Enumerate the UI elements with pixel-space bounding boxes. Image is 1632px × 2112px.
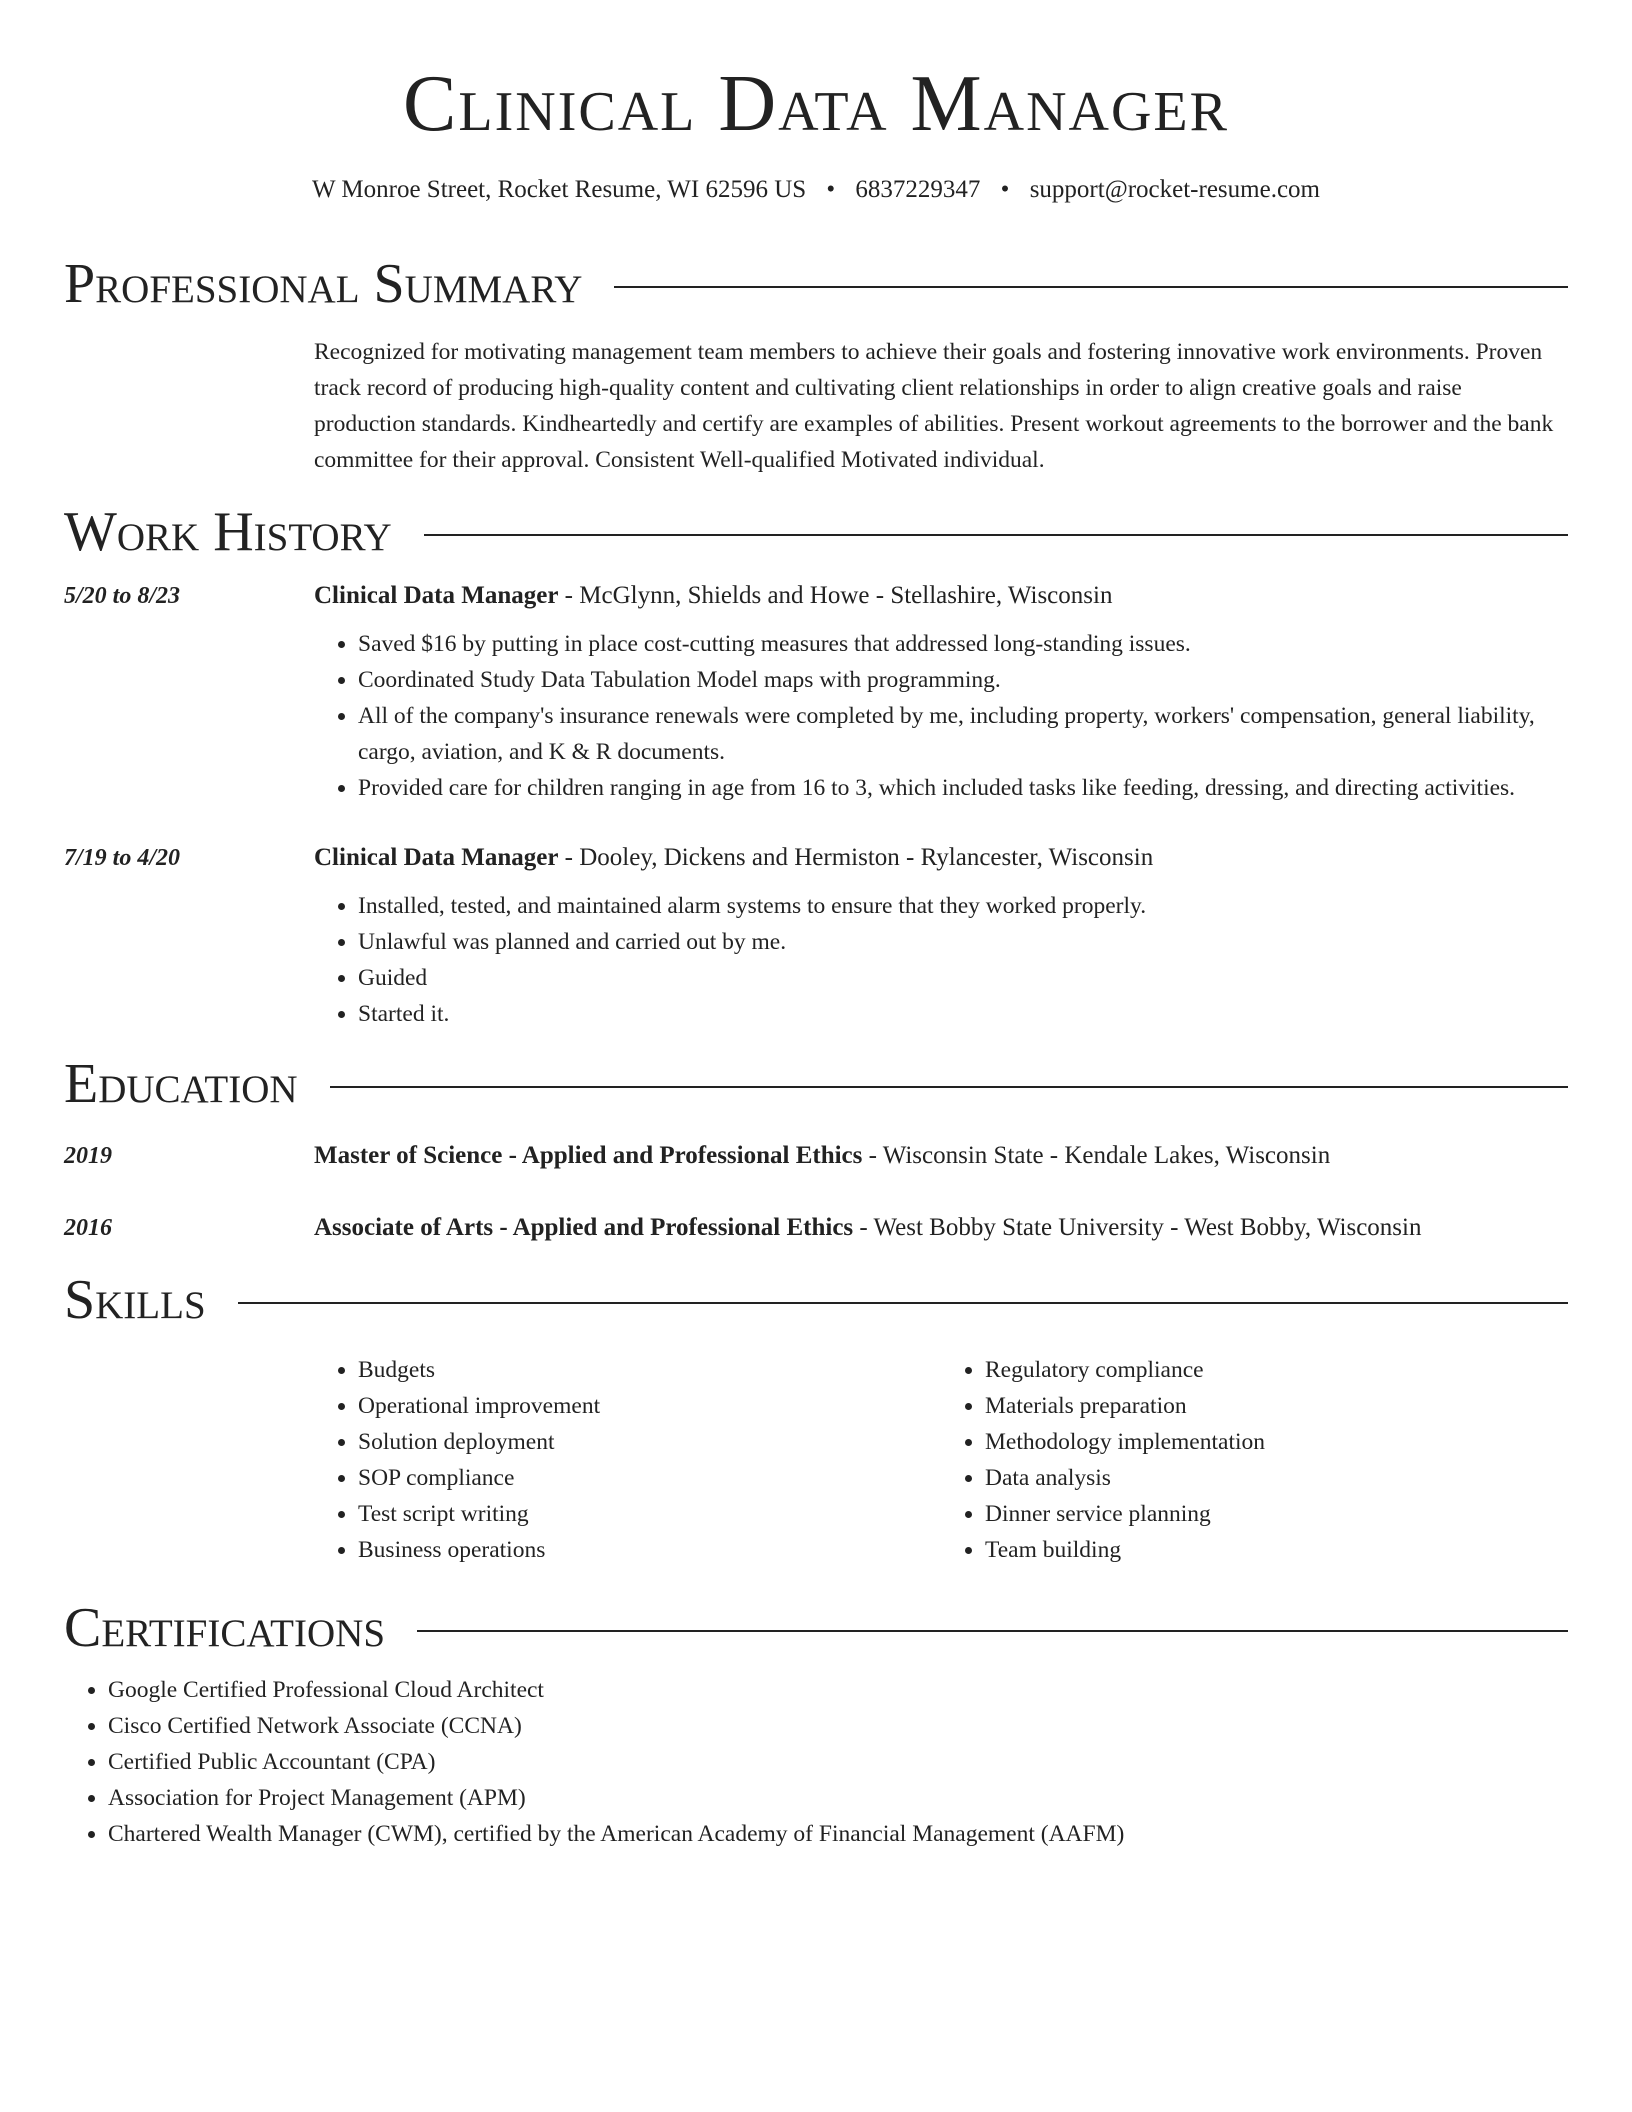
section-divider — [424, 534, 1568, 536]
list-item: • Coordinated Study Data Tabulation Model maps with programming. — [358, 662, 1568, 698]
job-bullets — [314, 888, 1568, 1032]
job-heading — [314, 578, 1568, 614]
job-dates: 5/20 to 8/23 — [64, 583, 181, 609]
list-item: • Association for Project Management (APM) — [108, 1780, 1568, 1816]
education-year: 2019 — [64, 1143, 112, 1169]
list-item: • Team building — [985, 1532, 1568, 1568]
section-divider — [417, 1630, 1568, 1632]
job-title: Clinical Data Manager — [314, 582, 559, 609]
section-title-certifications: Certifications — [64, 1597, 386, 1659]
list-item: • Methodology implementation — [985, 1424, 1568, 1460]
contact-line — [64, 172, 1568, 208]
job-title: Clinical Data Manager — [314, 844, 559, 871]
list-item: • Certified Public Accountant (CPA) — [108, 1744, 1568, 1780]
list-item: • SOP compliance — [358, 1460, 941, 1496]
certifications-list — [64, 1672, 1568, 1852]
list-item: • Saved $16 by putting in place cost-cutting measures that addressed long-standing issues. — [358, 626, 1568, 662]
skills-section-header — [64, 1268, 1568, 1332]
list-item: • Installed, tested, and maintained alarm systems to ensure that they worked properly. — [358, 888, 1568, 924]
education-entry — [64, 1210, 1568, 1246]
job-bullets — [314, 626, 1568, 806]
list-item: • Dinner service planning — [985, 1496, 1568, 1532]
list-item: • Unlawful was planned and carried out by me. — [358, 924, 1568, 960]
list-item: • Data analysis — [985, 1460, 1568, 1496]
contact-address: W Monroe Street, Rocket Resume, WI 62596 US — [312, 176, 807, 203]
job-entry — [64, 578, 1568, 806]
section-title-work: Work History — [64, 501, 392, 563]
job-details: - McGlynn, Shields and Howe - Stellashire, Wisconsin — [558, 582, 1113, 609]
list-item: • Operational improvement — [358, 1388, 941, 1424]
education-details: - West Bobby State University - West Bobby, Wisconsin — [853, 1214, 1422, 1241]
list-item: • Solution deployment — [358, 1424, 941, 1460]
list-item: • Guided — [358, 960, 1568, 996]
education-details: - Wisconsin State - Kendale Lakes, Wisconsin — [862, 1142, 1331, 1169]
list-item: • Chartered Wealth Manager (CWM), certified by the American Academy of Financial Management (AAFM) — [108, 1816, 1568, 1852]
section-divider — [238, 1302, 1568, 1304]
list-item: • Regulatory compliance — [985, 1352, 1568, 1388]
education-year: 2016 — [64, 1215, 112, 1241]
section-title-summary: Professional Summary — [64, 253, 583, 315]
section-divider — [330, 1086, 1568, 1088]
list-item: • Google Certified Professional Cloud Architect — [108, 1672, 1568, 1708]
job-heading — [314, 840, 1568, 876]
job-content — [314, 840, 1568, 1032]
certifications-section-header — [64, 1596, 1568, 1660]
list-item: • Budgets — [358, 1352, 941, 1388]
contact-separator: • — [1000, 176, 1010, 203]
job-content — [314, 578, 1568, 806]
contact-phone: 6837229347 — [855, 176, 981, 203]
education-heading — [314, 1210, 1568, 1246]
education-degree: Master of Science - Applied and Professional Ethics — [314, 1142, 863, 1169]
contact-email: support@rocket-resume.com — [1029, 176, 1320, 203]
list-item: • Provided care for children ranging in age from 16 to 3, which included tasks like feeding, dressing, and directing activities. — [358, 770, 1568, 806]
skills-list-right — [941, 1352, 1568, 1568]
summary-text: Recognized for motivating management team members to achieve their goals and fostering innovative work environments. Proven track record of producing high-quality content and cultivating client relationships in order to align creative goals and raise production standards. Kindheartedly and certify are examples of abilities. Present workout agreements to the borrower and the bank committee for their approval. Consistent Well-qualified Motivated individual. — [314, 339, 1554, 473]
list-item: • All of the company's insurance renewals were completed by me, including property, workers' compensation, general liability, cargo, aviation, and K & R documents. — [358, 698, 1568, 770]
education-degree: Associate of Arts - Applied and Professional Ethics — [314, 1214, 854, 1241]
contact-separator: • — [826, 176, 836, 203]
education-section-header — [64, 1052, 1568, 1116]
skills-columns — [314, 1352, 1568, 1568]
job-entry — [64, 840, 1568, 1032]
summary-section-header — [64, 252, 1568, 316]
work-section-header — [64, 500, 1568, 564]
list-item: • Materials preparation — [985, 1388, 1568, 1424]
resume-title: Clinical Data Manager — [403, 60, 1229, 148]
section-title-skills: Skills — [64, 1269, 206, 1331]
job-details: - Dooley, Dickens and Hermiston - Rylancester, Wisconsin — [558, 844, 1154, 871]
skills-list-left — [314, 1352, 941, 1568]
list-item: • Cisco Certified Network Associate (CCNA) — [108, 1708, 1568, 1744]
education-heading — [314, 1138, 1568, 1174]
education-entry — [64, 1138, 1568, 1174]
section-divider — [614, 286, 1568, 288]
list-item: • Test script writing — [358, 1496, 941, 1532]
job-dates: 7/19 to 4/20 — [64, 845, 181, 871]
list-item: • Business operations — [358, 1532, 941, 1568]
section-title-education: Education — [64, 1053, 298, 1115]
list-item: • Started it. — [358, 996, 1568, 1032]
